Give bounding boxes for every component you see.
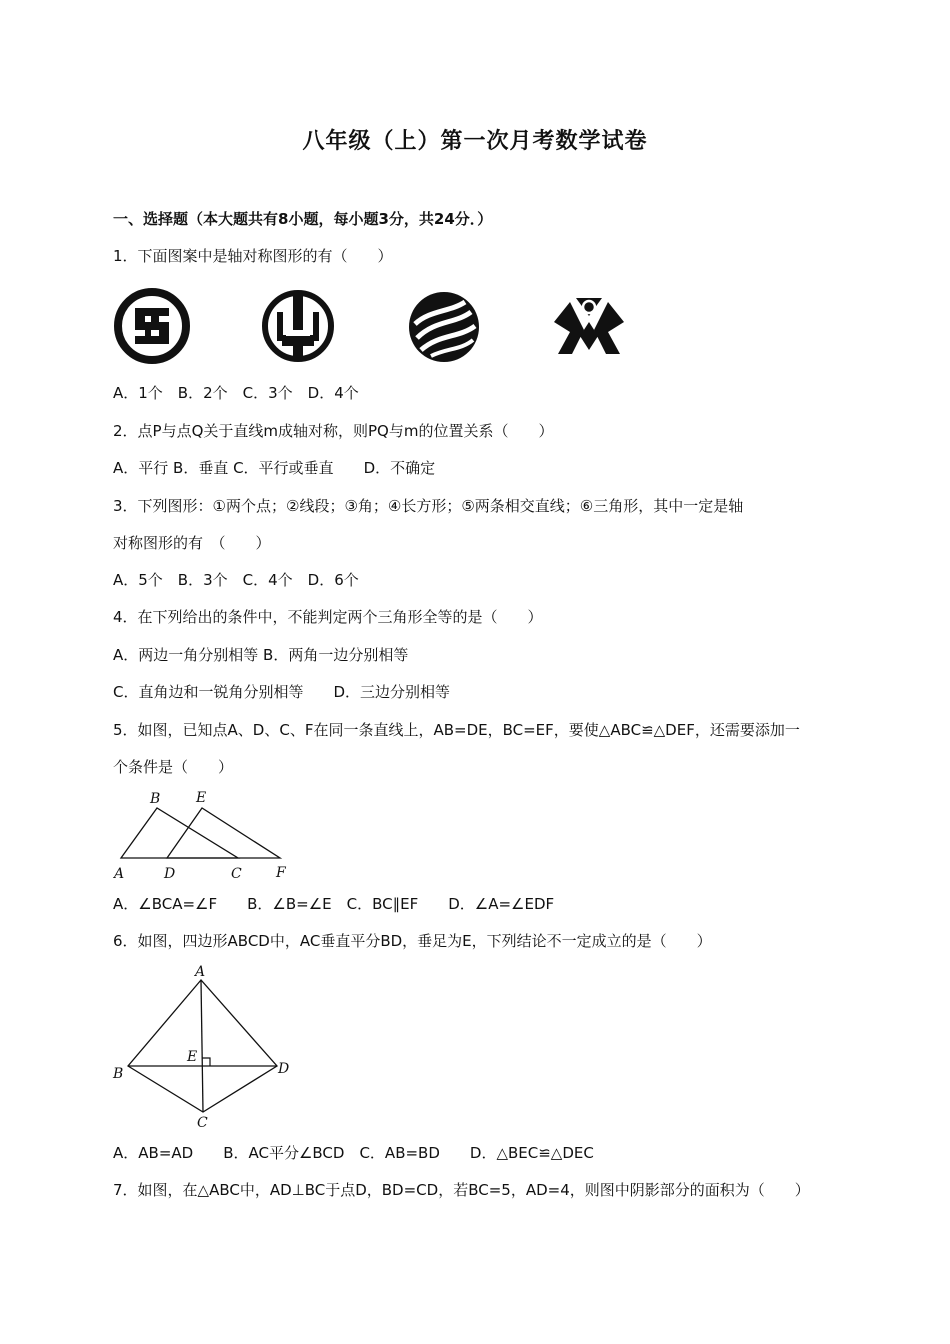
page-title: 八年级（上）第一次月考数学试卷 (302, 129, 648, 154)
q6-diagonals (128, 980, 277, 1112)
q6-label-d: D (278, 1061, 290, 1077)
q6-label-a: A (195, 964, 206, 980)
q6-right-angle-mark (202, 1058, 210, 1066)
q1-options: A．1个 B．2个 C．3个 D．4个 (113, 384, 359, 402)
q3-options: A．5个 B．3个 C．4个 D．6个 (113, 571, 359, 589)
q4-options-line1: A．两边一角分别相等 B．两角一边分别相等 (113, 646, 409, 664)
q2-stem: 2．点P与点Q关于直线m成轴对称，则PQ与m的位置关系（ ） (113, 422, 554, 440)
q3-stem-line2: 对称图形的有 （ ） (113, 534, 271, 552)
q5-stem-line1: 5．如图，已知点A、D、C、F在同一条直线上，AB=DE，BC=EF，要使△ABC≌△DEF，还需要添加一 (113, 721, 800, 739)
china-mobile-logo (405, 290, 483, 364)
q4-options-line2: C．直角边和一锐角分别相等 D．三边分别相等 (113, 683, 451, 701)
q5-label-f: F (276, 865, 286, 881)
rural-credit-logo (550, 292, 628, 358)
q7-stem: 7．如图，在△ABC中，AD⊥BC于点D，BD=CD，若BC=5，AD=4，则图中阴影部分的面积为（ ） (113, 1181, 810, 1199)
q6-label-b: B (113, 1066, 124, 1082)
q5-triangle-def (167, 808, 280, 858)
q5-label-b: B (150, 791, 161, 807)
q6-figure (110, 964, 300, 1132)
q5-label-e: E (196, 790, 207, 806)
q5-label-d: D (164, 866, 176, 882)
q5-options: A．∠BCA=∠F B．∠B=∠E C．BC∥EF D．∠A=∠EDF (113, 895, 555, 913)
q4-stem: 4．在下列给出的条件中，不能判定两个三角形全等的是（ ） (113, 608, 543, 626)
q1-stem: 1．下面图案中是轴对称图形的有（ ） (113, 247, 393, 265)
q5-stem-line2: 个条件是（ ） (113, 758, 234, 776)
q6-label-e: E (187, 1049, 198, 1065)
q5-figure (110, 786, 300, 882)
icbc-logo (113, 288, 193, 364)
q2-options: A．平行 B．垂直 C．平行或垂直 D．不确定 (113, 459, 436, 477)
q5-label-a: A (114, 866, 125, 882)
q3-stem-line1: 3．下列图形：①两个点；②线段；③角；④长方形；⑤两条相交直线；⑥三角形，其中一定是轴 (113, 497, 744, 515)
abc-logo (260, 288, 336, 364)
q5-label-c: C (231, 866, 242, 882)
section-heading: 一、选择题（本大题共有8小题，每小题3分，共24分．） (113, 210, 493, 228)
q6-label-c: C (197, 1115, 208, 1131)
q6-options: A．AB=AD B．AC平分∠BCD C．AB=BD D．△BEC≌△DEC (113, 1144, 594, 1162)
q5-triangle-abc (121, 808, 238, 858)
q6-stem: 6．如图，四边形ABCD中，AC垂直平分BD，垂足为E，下列结论不一定成立的是（ ） (113, 932, 712, 950)
